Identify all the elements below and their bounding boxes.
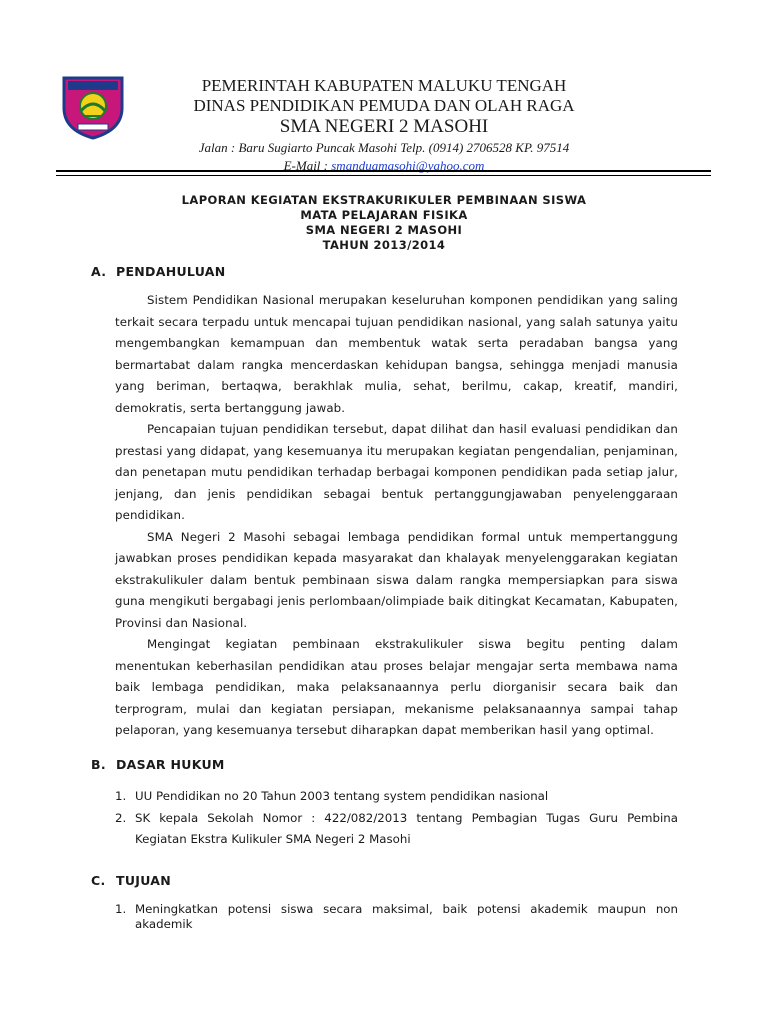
- email-label: E-Mail :: [283, 158, 332, 173]
- section-c-list: [115, 902, 678, 932]
- list-item-number: 1.: [115, 789, 127, 803]
- section-c-heading: [91, 873, 171, 888]
- list-item-number: 1.: [115, 902, 127, 916]
- letterhead: [120, 76, 648, 174]
- list-item-text: SK kepala Sekolah Nomor : 422/082/2013 tentang Pembagian Tugas Guru Pembina Kegiatan Ekstra Kulikuler SMA Negeri 2 Masohi: [135, 810, 678, 846]
- report-title-line-2: MATA PELAJARAN FISIKA: [300, 208, 468, 222]
- letterhead-government: PEMERINTAH KABUPATEN MALUKU TENGAH: [201, 76, 567, 95]
- list-item: [115, 808, 678, 851]
- section-b-list: [115, 786, 678, 851]
- regency-emblem-logo: [60, 72, 126, 140]
- paragraph: Mengingat kegiatan pembinaan ekstrakulikuler siswa begitu penting dalam menentukan keberhasilan pendidikan atau proses belajar mengajar serta membawa nama baik lembaga pendidikan, maka pelaksanaannya perlu diorganisir secara baik dan terprogram, mulai dan kegiatan persiapan, mekanisme pelaksanaannya sampai tahap pelaporan, yang kesemuanya tersebut diharapkan dapat memberikan hasil yang optimal.: [115, 637, 678, 737]
- section-b-letter: B.: [91, 757, 106, 772]
- section-c-letter: C.: [91, 873, 106, 888]
- report-title-line-3: SMA NEGERI 2 MASOHI: [305, 223, 463, 237]
- section-c-title: TUJUAN: [116, 873, 172, 888]
- letterhead-school-name: SMA NEGERI 2 MASOHI: [279, 116, 489, 137]
- list-item-text: UU Pendidikan no 20 Tahun 2003 tentang system pendidikan nasional: [135, 789, 549, 803]
- section-b-heading: [91, 757, 225, 772]
- letterhead-divider-thin: [56, 175, 711, 176]
- paragraph: Sistem Pendidikan Nasional merupakan keseluruhan komponen pendidikan yang saling terkait secara terpadu untuk mencapai tujuan pendidikan nasional, yang salah satunya yaitu mengembangkan kemampuan dan membentuk watak serta peradaban bangsa yang bermartabat dalam rangka mencerdaskan kehidupan bangsa, sehingga menjadi manusia yang beriman, bertaqwa, berakhlak mulia, sehat, berilmu, cakap, kreatif, mandiri, demokratis, serta bertanggung jawab.: [115, 293, 678, 415]
- paragraph: SMA Negeri 2 Masohi sebagai lembaga pendidikan formal untuk mempertanggung jawabkan proses pendidikan kepada masyarakat dan khalayak menyelenggarakan kegiatan ekstrakulikuler dalam bentuk pembinaan siswa dalam rangka mempersiapkan para siswa guna mengikuti bergabagi jenis perlombaan/olimpiade baik ditingkat Kecamatan, Kabupaten, Provinsi dan Nasional.: [115, 529, 678, 630]
- letterhead-address: Jalan : Baru Sugiarto Puncak Masohi Telp. (0914) 2706528 KP. 97514: [198, 140, 570, 155]
- report-title-line-1: LAPORAN KEGIATAN EKSTRAKURIKULER PEMBINAAN SISWA: [181, 193, 587, 207]
- section-b-title: DASAR HUKUM: [116, 757, 225, 772]
- report-title-line-4: TAHUN 2013/2014: [322, 238, 446, 252]
- letterhead-department: DINAS PENDIDIKAN PEMUDA DAN OLAH RAGA: [193, 96, 575, 115]
- list-item-number: 2.: [115, 810, 127, 825]
- section-a-heading: [91, 264, 226, 279]
- list-item: [115, 786, 678, 808]
- letterhead-divider-thick: [56, 170, 711, 172]
- section-a-title: PENDAHULUAN: [116, 264, 226, 279]
- section-a-letter: A.: [91, 264, 107, 279]
- list-item-text: Meningkatkan potensi siswa secara maksimal, baik potensi akademik maupun non akademik: [135, 902, 678, 931]
- section-a-body: [115, 290, 678, 742]
- list-item: [115, 902, 678, 932]
- paragraph: Pencapaian tujuan pendidikan tersebut, dapat dilihat dan hasil evaluasi pendidikan dan prestasi yang didapat, yang kesemuanya itu merupakan kegiatan pengendalian, penjaminan, dan penetapan mutu pendidikan terhadap berbagai komponen pendidikan pada setiap jalur, jenjang, dan jenis pendidikan sebagai bentuk pertanggungjawaban penyelenggaraan pendidikan.: [115, 422, 678, 522]
- report-title: [100, 193, 668, 253]
- email-link[interactable]: smanduamasohi@yahoo.com: [331, 158, 485, 173]
